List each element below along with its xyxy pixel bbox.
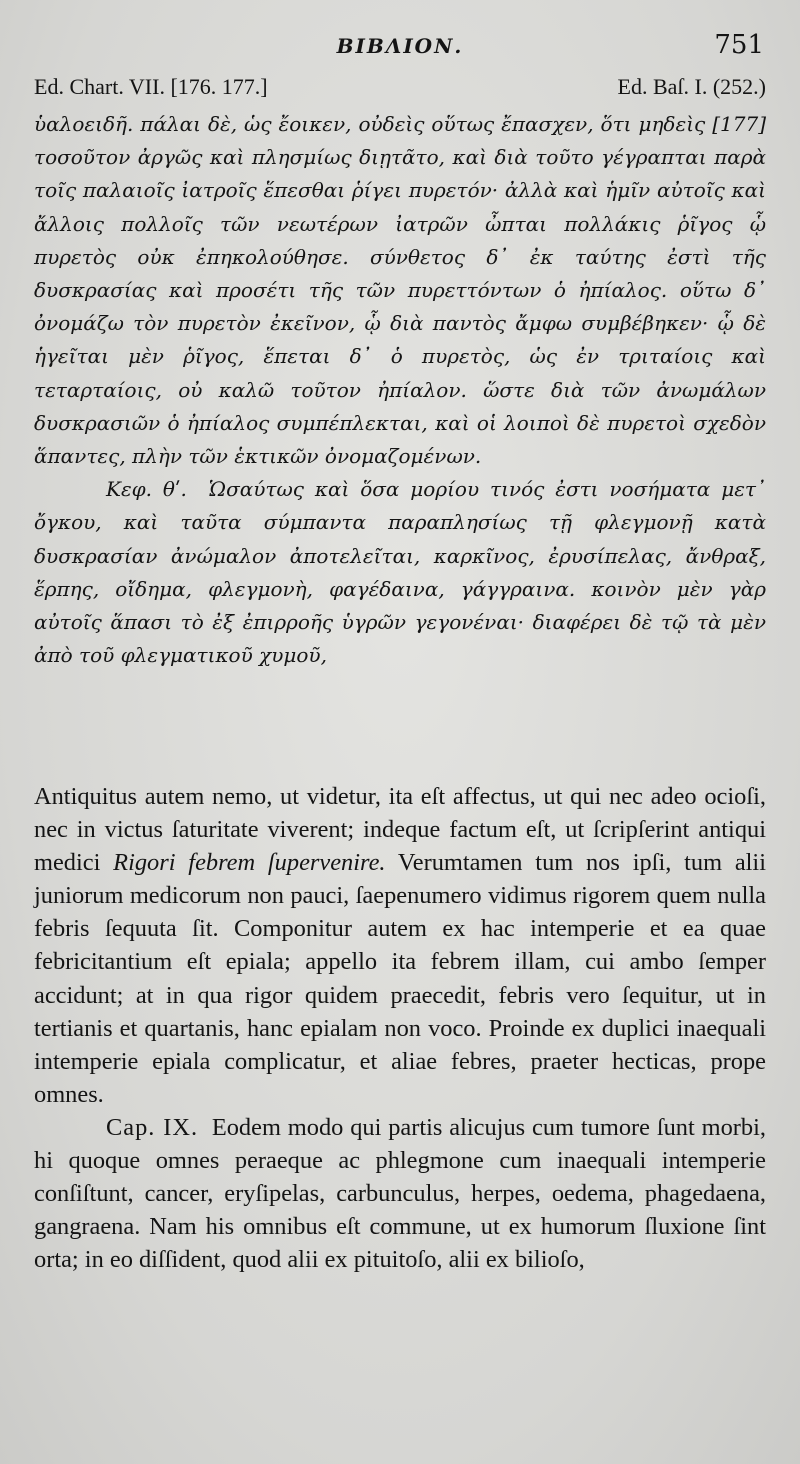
latin-paragraph-1 — [34, 780, 766, 1111]
edition-reference-line — [34, 74, 766, 108]
latin-italic-quotation: Rigori febrem ſupervenire. — [113, 849, 386, 877]
edition-basel-reference: Ed. Baſ. I. (252.) — [617, 74, 766, 99]
latin-chapter-heading: Cap. IX. — [106, 1113, 199, 1141]
greek-paragraph-1: ὑαλοειδῆ. πάλαι δὲ, ὡς ἔοικεν, οὐδεὶς οὕτως ἔπασχεν, ὅτι μηδεὶς [177] τοσοῦτον ἀργῶς καὶ πλησμίως διῃτᾶτο, καὶ διὰ τοῦτο γέγραπται παρὰ τοῖς παλαιοῖς ἰατροῖς ἕπεσθαι ῥίγει πυρετόν· ἀλλὰ καὶ ἡμῖν αὐτοῖς καὶ ἄλλοις πολλοῖς τῶν νεωτέρων ἰατρῶν ὦπται πολλάκις ῥῖγος ᾧ πυρετὸς οὐκ ἐπηκολούθησε. σύνθετος δ᾽ ἐκ ταύτης ἐστὶ τῆς δυσκρασίας καὶ προσέτι τῆς τῶν πυρεττόντων ὁ ἠπίαλος. οὕτω δ᾽ ὀνομάζω τὸν πυρετὸν ἐκεῖνον, ᾧ διὰ παντὸς ἄμφω συμβέβηκεν· ᾧ δὲ ἡγεῖται μὲν ῥῖγος, ἕπεται δ᾽ ὁ πυρετὸς, ὡς ἐν τριταίοις καὶ τεταρταίοις, οὐ καλῶ τοῦτον ἠπίαλον. ὥστε διὰ τῶν ἀνωμάλων δυσκρασιῶν ὁ ἠπίαλος συμπέπλεκται, καὶ οἱ λοιποὶ δὲ πυρετοὶ σχεδὸν ἅπαντες, πλὴν τῶν ἑκτικῶν ὀνομαζομένων. — [34, 112, 766, 469]
running-title: BIBΛΙΟΝ. — [336, 34, 464, 58]
latin-chapter-body: Eodem modo qui partis alicujus cum tumore ſunt morbi, hi quoque omnes peraeque ac phlegmone cum inaequali intemperie conſiſtunt, cancer, eryſipelas, carbunculus, herpes, oedema, phagedaena, gangraena. Nam his omnibus eſt commune, ut ex humorum ſluxione ſint orta; in eo diſſident, quod alii ex pituitoſo, alii ex bilioſo, — [34, 1113, 766, 1274]
latin-text-block — [34, 780, 766, 1276]
page-header — [0, 28, 800, 68]
page-number: 751 — [714, 30, 764, 60]
greek-text-block — [34, 108, 766, 672]
edition-chart-reference: Ed. Chart. VII. [176. 177.] — [34, 74, 268, 99]
greek-chapter-heading: Κεφ. θʹ. — [106, 477, 187, 502]
latin-paragraph-2 — [34, 1111, 766, 1276]
greek-chapter-body: Ὡσαύτως καὶ ὅσα μορίου τινός ἐστι νοσήματα μετ᾽ ὄγκου, καὶ ταῦτα σύμπαντα παραπλησίως τῇ φλεγμονῇ κατὰ δυσκρασίαν ἀνώμαλον ἀποτελεῖται, καρκῖνος, ἐρυσίπελας, ἄνθραξ, ἕρπης, οἴδημα, φλεγμονὴ, φαγέδαινα, γάγγραινα. κοινὸν μὲν γὰρ αὐτοῖς ἅπασι τὸ ἐξ ἐπιρροῆς ὑγρῶν γεγονέναι· διαφέρει δὲ τῷ τὰ μὲν ἀπὸ τοῦ φλεγματικοῦ χυμοῦ, — [34, 477, 766, 668]
greek-paragraph-2 — [34, 473, 766, 672]
latin-paragraph-1-text-b: Verumtamen tum nos ipſi, tum alii juniorum medicorum non pauci, ſaepenumero vidimus rigorem quem nulla febris ſequuta ſit. Componitur autem ex hac intemperie et ea quae febricitantium eſt epiala; appello ita febrem illam, cui ambo ſemper accidunt; at in qua rigor quidem praecedit, febris vero ſequitur, ut in tertianis et quartanis, hanc epialam non voco. Proinde ex duplici inaequali intemperie epiala complicatur, et aliae febres, praeter hecticas, prope omnes. — [34, 849, 766, 1108]
latin-paragraph-1-text-a: Antiquitus autem nemo, ut videtur, ita eſt affectus, ut qui nec adeo ocioſi, nec in victus ſaturitate viverent; indeque factum eſt, ut ſcripſerint antiqui medici — [34, 783, 766, 877]
